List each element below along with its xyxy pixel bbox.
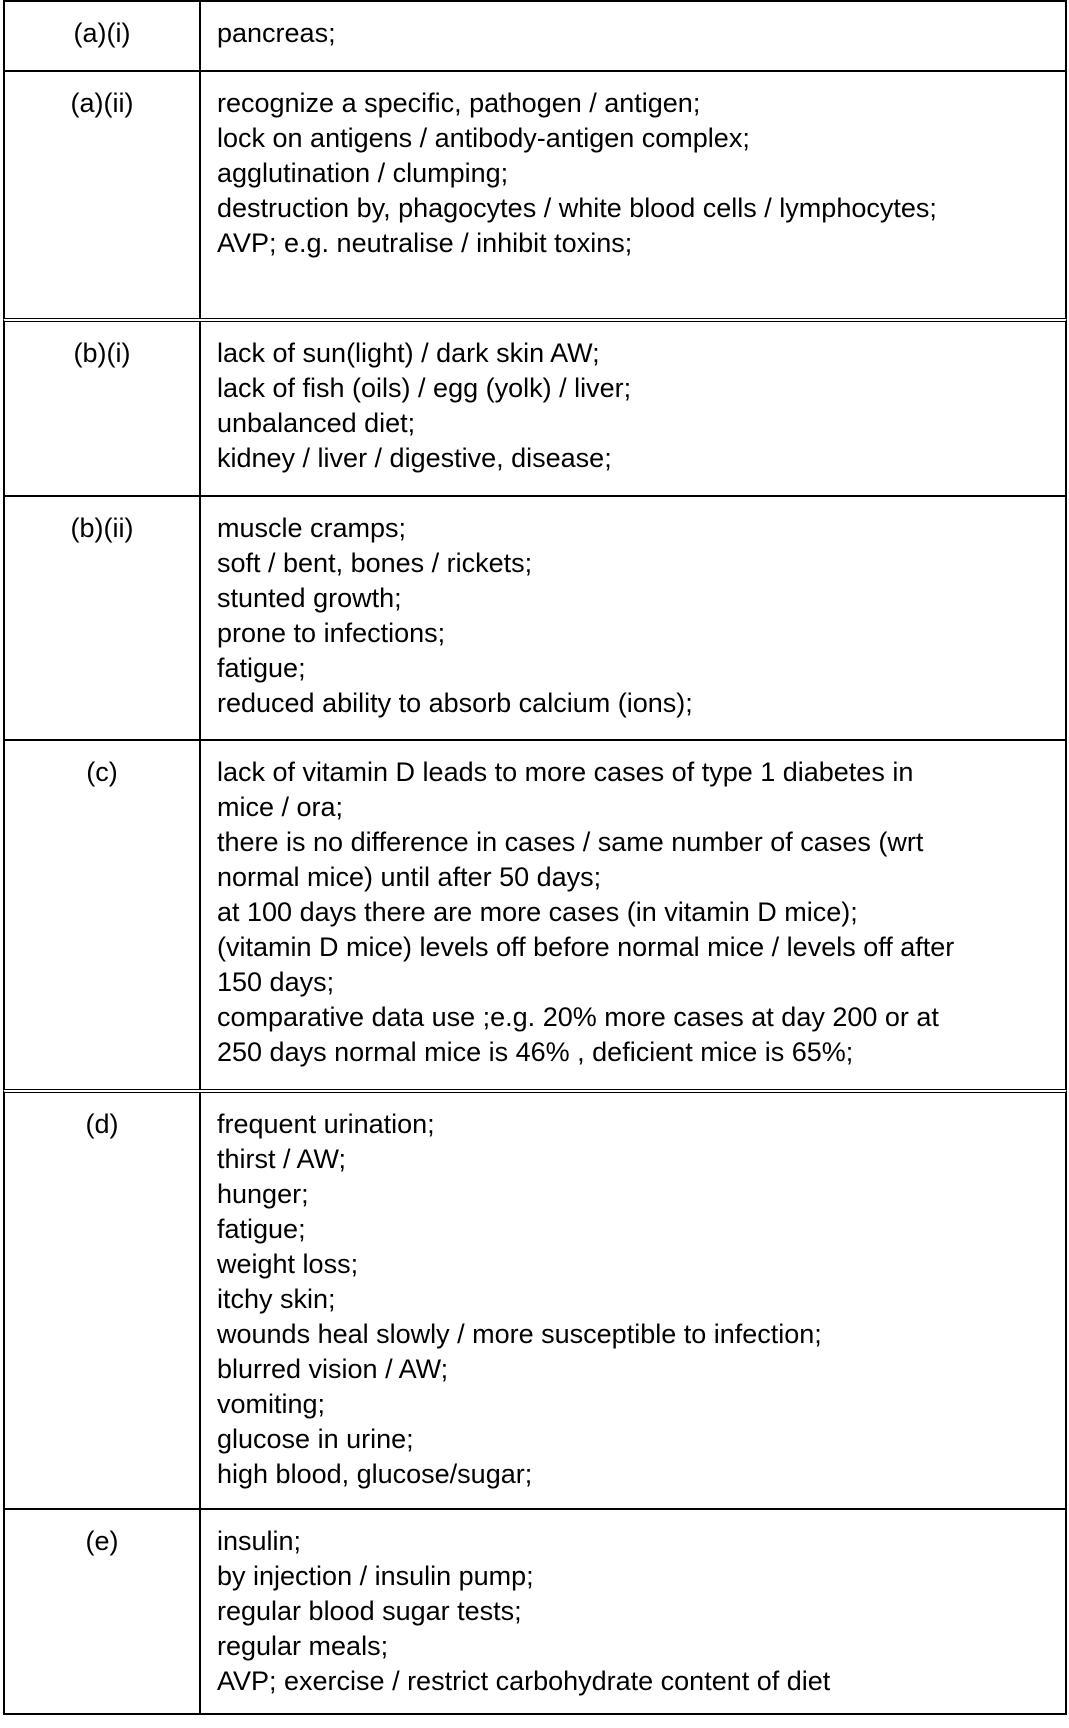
answer-line: muscle cramps; [217, 513, 407, 543]
answer-line: fatigue; [217, 1214, 306, 1244]
answer-cell [217, 72, 1045, 261]
answer-line: vomiting; [217, 1389, 326, 1419]
table-row [3, 70, 1067, 318]
answer-line: soft / bent, bones / rickets; [217, 548, 533, 578]
answer-line: blurred vision / AW; [217, 1354, 449, 1384]
question-part-label: (b)(i) [5, 322, 201, 495]
table-row [3, 1508, 1067, 1715]
table-row [3, 495, 1067, 739]
answer-cell [217, 1093, 1045, 1492]
mark-scheme-table [3, 0, 1067, 1715]
question-part-label: (d) [5, 1093, 201, 1508]
answer-line: there is no difference in cases / same number of cases (wrt [217, 827, 924, 857]
table-row [3, 1089, 1067, 1508]
answer-line: glucose in urine; [217, 1424, 414, 1454]
answer-line: at 100 days there are more cases (in vitamin D mice); [217, 897, 858, 927]
answer-line: (vitamin D mice) levels off before normal mice / levels off after [217, 932, 955, 962]
answer-cell [217, 322, 1045, 476]
question-part-label: (b)(ii) [5, 497, 201, 739]
answer-line: frequent urination; [217, 1109, 435, 1139]
table-row [3, 318, 1067, 495]
table-row [3, 739, 1067, 1089]
answer-line: agglutination / clumping; [217, 158, 509, 188]
answer-line: thirst / AW; [217, 1144, 347, 1174]
answer-line: kidney / liver / digestive, disease; [217, 443, 612, 473]
answer-line: stunted growth; [217, 583, 402, 613]
answer-line: normal mice) until after 50 days; [217, 862, 602, 892]
answer-line: AVP; e.g. neutralise / inhibit toxins; [217, 228, 633, 258]
answer-cell [217, 2, 1045, 51]
answer-cell [217, 497, 1045, 721]
answer-line: lack of vitamin D leads to more cases of type 1 diabetes in [217, 757, 914, 787]
answer-line: prone to infections; [217, 618, 446, 648]
answer-line: mice / ora; [217, 792, 344, 822]
question-part-label: (a)(ii) [5, 72, 201, 318]
answer-line: lack of sun(light) / dark skin AW; [217, 338, 600, 368]
question-part-label: (e) [5, 1510, 201, 1713]
answer-line: unbalanced diet; [217, 408, 416, 438]
table-row [3, 0, 1067, 70]
answer-line: AVP; exercise / restrict carbohydrate content of diet [217, 1666, 831, 1696]
answer-line: regular blood sugar tests; [217, 1596, 522, 1626]
answer-line: lock on antigens / antibody-antigen complex; [217, 123, 750, 153]
answer-line: by injection / insulin pump; [217, 1561, 534, 1591]
answer-line: destruction by, phagocytes / white blood cells / lymphocytes; [217, 193, 937, 223]
answer-line: lack of fish (oils) / egg (yolk) / liver; [217, 373, 632, 403]
answer-line: comparative data use ;e.g. 20% more cases at day 200 or at [217, 1002, 939, 1032]
answer-line: 250 days normal mice is 46% , deficient mice is 65%; [217, 1037, 854, 1067]
answer-line: reduced ability to absorb calcium (ions); [217, 688, 693, 718]
question-part-label: (c) [5, 741, 201, 1089]
answer-line: high blood, glucose/sugar; [217, 1459, 533, 1489]
answer-line: insulin; [217, 1526, 302, 1556]
answer-line: recognize a specific, pathogen / antigen; [217, 88, 701, 118]
answer-line: regular meals; [217, 1631, 389, 1661]
answer-line: fatigue; [217, 653, 306, 683]
question-part-label: (a)(i) [5, 2, 201, 70]
answer-cell [217, 741, 1045, 1070]
answer-cell [217, 1510, 1045, 1699]
answer-line: pancreas; [217, 18, 336, 48]
answer-line: 150 days; [217, 967, 335, 997]
answer-line: hunger; [217, 1179, 309, 1209]
answer-line: itchy skin; [217, 1284, 336, 1314]
answer-line: weight loss; [217, 1249, 359, 1279]
answer-line: wounds heal slowly / more susceptible to infection; [217, 1319, 822, 1349]
